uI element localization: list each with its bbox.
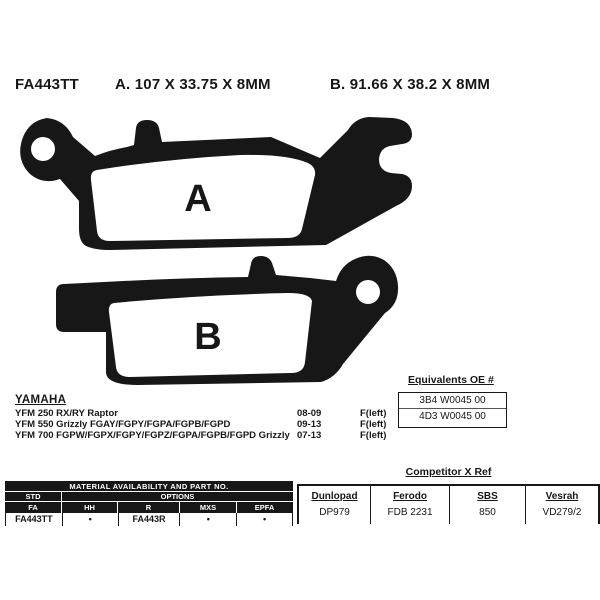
- pad-a-diagram: [15, 113, 435, 263]
- model-years: 09-13: [297, 418, 322, 430]
- fitment-section: [15, 394, 400, 440]
- make-heading: YAMAHA: [15, 394, 67, 406]
- material-column-row: [5, 502, 293, 513]
- model-years: 07-13: [297, 429, 322, 441]
- xref-column-header: Vesrah: [525, 486, 598, 505]
- xref-value: FDB 2231: [370, 505, 449, 524]
- material-column-header: R: [118, 502, 180, 513]
- material-table-title: MATERIAL AVAILABILITY AND PART NO.: [5, 481, 293, 492]
- pad-position: F(left): [360, 418, 387, 430]
- material-column-header: HH: [62, 502, 118, 513]
- oe-number: 3B4 W0045 00: [399, 393, 506, 409]
- model-years: 08-09: [297, 408, 322, 419]
- xref-value: DP979: [319, 507, 350, 518]
- xref-column-header: SBS: [449, 486, 525, 505]
- model-name: YFM 250 RX/RY Raptor: [15, 408, 118, 419]
- pad-position: F(left): [360, 429, 387, 441]
- fitment-row: [15, 430, 400, 441]
- pad-b-diagram: [48, 252, 418, 397]
- pad-position: F(left): [360, 408, 387, 419]
- pad-b-label: B: [194, 316, 222, 358]
- material-availability: •: [180, 513, 237, 526]
- fitment-rows: [15, 408, 400, 440]
- material-availability: •: [263, 514, 267, 524]
- xref-header-row: [299, 486, 598, 505]
- options-group-label: OPTIONS: [160, 492, 195, 501]
- dimension-a: A. 107 X 33.75 X 8MM: [115, 76, 271, 93]
- material-group-row: [5, 492, 293, 502]
- model-name: YFM 700 FGPW/FGPX/FGPY/FGPZ/FGPA/FGPB/FGPD Grizzly: [15, 429, 290, 441]
- part-number: FA443TT: [15, 76, 79, 93]
- material-column-header: MXS: [180, 502, 237, 513]
- xref-value: 850: [449, 505, 525, 524]
- competitor-xref-title: Competitor X Ref: [405, 466, 492, 478]
- material-part-number: FA443R: [119, 513, 181, 526]
- model-name: YFM 550 Grizzly FGAY/FGPY/FGPA/FGPB/FGPD: [15, 418, 231, 430]
- material-value-row: [5, 513, 293, 526]
- oe-equivalents-title: Equivalents OE #: [408, 374, 494, 386]
- pad-b-mount-hole: [356, 280, 380, 304]
- material-column-header: FA: [5, 502, 62, 513]
- material-part-number: FA443TT: [6, 513, 63, 526]
- pad-a-label: A: [184, 178, 212, 220]
- pad-a-mount-hole: [31, 137, 55, 161]
- xref-value-row: [299, 505, 598, 524]
- dimension-b: B. 91.66 X 38.2 X 8MM: [330, 76, 491, 93]
- material-availability-table: [5, 481, 293, 526]
- std-group-label: STD: [5, 492, 62, 501]
- fitment-row: [15, 408, 400, 419]
- xref-value: VD279/2: [525, 505, 598, 524]
- fitment-row: [15, 419, 400, 430]
- xref-column-header: Ferodo: [370, 486, 449, 505]
- competitor-xref-table: [297, 484, 600, 524]
- material-column-header: EPFA: [254, 503, 275, 512]
- xref-column-header: Dunlopad: [311, 491, 358, 502]
- material-availability: •: [63, 513, 119, 526]
- oe-equivalents-box: [398, 392, 507, 428]
- oe-number: 4D3 W0045 00: [419, 411, 486, 422]
